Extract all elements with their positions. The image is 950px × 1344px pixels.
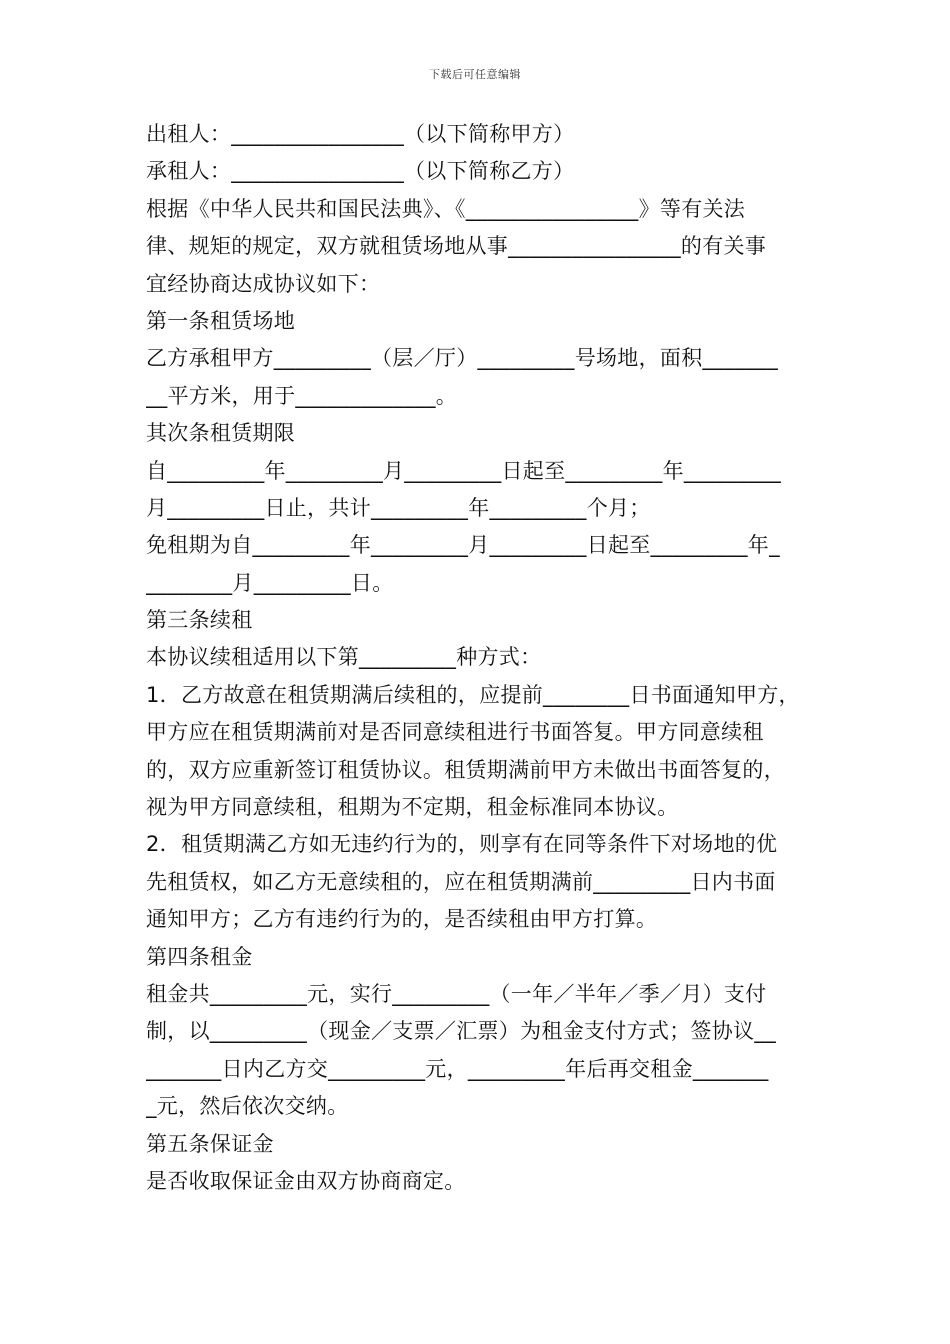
lessor-line: 出租人：________________（以下简称甲方） bbox=[146, 122, 575, 146]
article-heading: 第四条租金 bbox=[146, 944, 253, 969]
article-heading: 第一条租赁场地 bbox=[146, 308, 296, 333]
clause-text: 2．租赁期满乙方如无违约行为的，则享有在同等条件下对场地的优 bbox=[146, 832, 778, 857]
page-header-note: 下载后可任意编辑 bbox=[429, 68, 521, 81]
article-text: _______日内乙方交_________元，_________年后再交租金_______ bbox=[146, 1056, 769, 1081]
article-heading: 第五条保证金 bbox=[146, 1131, 274, 1156]
preamble-line: 宜经协商达成协议如下： bbox=[146, 271, 381, 296]
document-body bbox=[146, 116, 810, 1200]
clause-text: 甲方应在租赁期满前对是否同意续租进行书面答复。甲方同意续租 bbox=[146, 720, 764, 745]
preamble-line: 律、规矩的规定，双方就租赁场地从事________________的有关事 bbox=[146, 234, 767, 259]
clause-text: 1．乙方故意在租赁期满后续租的，应提前________日书面通知甲方， bbox=[146, 682, 800, 707]
article-text: 租金共_________元，实行_________（一年／半年／季／月）支付 bbox=[146, 981, 767, 1006]
article-text: __平方米，用于_____________。 bbox=[146, 383, 458, 408]
preamble-line: 根据《中华人民共和国民法典》、《________________》等有关法 bbox=[146, 196, 746, 221]
article-heading: 第三条续租 bbox=[146, 608, 253, 633]
lessee-line: 承租人：________________（以下简称乙方） bbox=[146, 159, 575, 184]
article-text: 乙方承租甲方_________（层／厅）_________号场地，面积_______ bbox=[146, 346, 779, 371]
article-heading: 其次条租赁期限 bbox=[146, 421, 296, 446]
clause-text: 先租赁权，如乙方无意续租的，应在租赁期满前_________日内书面 bbox=[146, 869, 776, 894]
clause-text: 的，双方应重新签订租赁协议。租赁期满前甲方未做出书面答复的， bbox=[146, 757, 785, 782]
article-text: 制，以_________（现金／支票／汇票）为租金支付方式；签协议__ bbox=[146, 1019, 776, 1044]
clause-text: 视为甲方同意续租，租期为不定期，租金标准同本协议。 bbox=[146, 795, 679, 820]
article-text: 是否收取保证金由双方协商商定。 bbox=[146, 1168, 466, 1193]
article-text: _元，然后依次交纳。 bbox=[146, 1094, 349, 1119]
article-text: 月_________日止，共计_________年_________个月； bbox=[146, 495, 651, 520]
article-text: 免租期为自_________年_________月_________日起至_________年_ bbox=[146, 533, 780, 558]
article-text: 本协议续租适用以下第_________种方式： bbox=[146, 645, 542, 670]
article-text: ________月_________日。 bbox=[146, 570, 394, 595]
clause-text: 通知甲方；乙方有违约行为的，是否续租由甲方打算。 bbox=[146, 907, 658, 932]
article-text: 自_________年_________月_________日起至_________年_________ bbox=[146, 458, 782, 483]
